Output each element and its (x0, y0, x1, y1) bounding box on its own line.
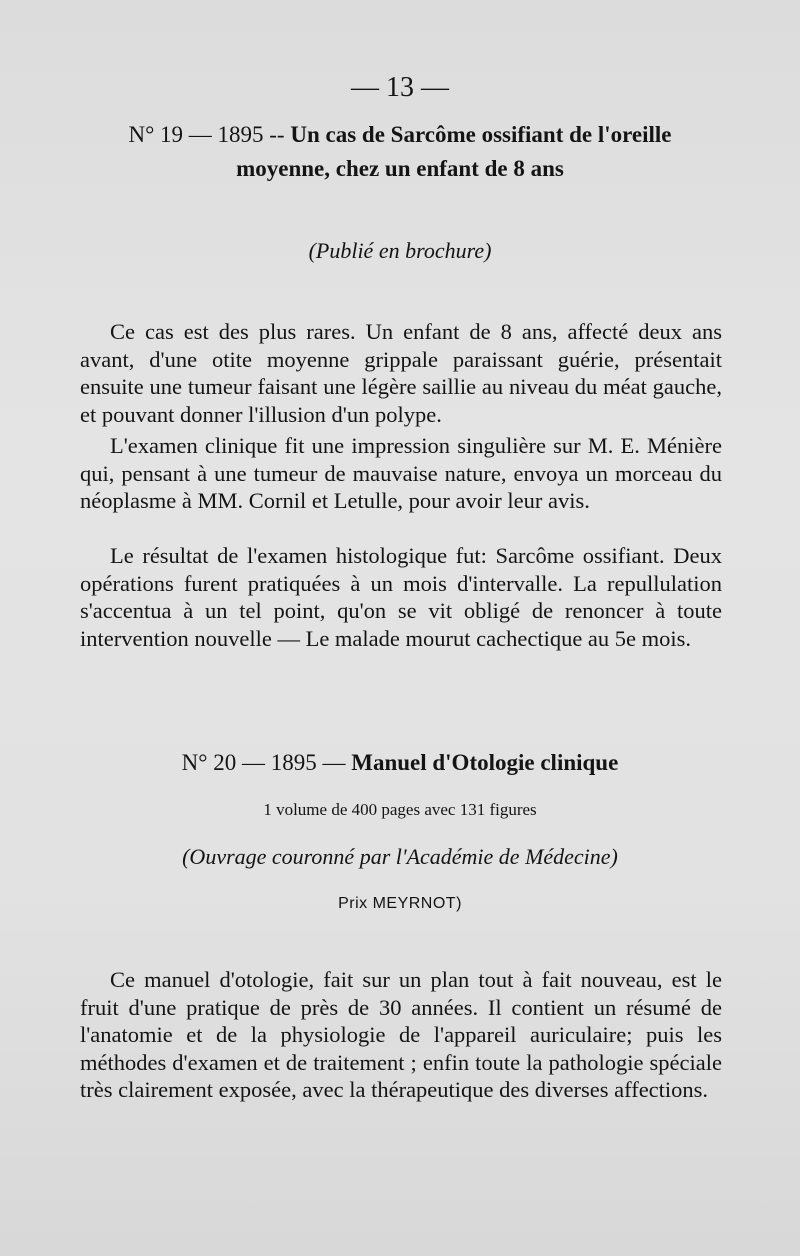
entry-19-title-line2: moyenne, chez un enfant de 8 ans (236, 156, 564, 181)
entry-19-heading-continued (0, 152, 800, 186)
entry-20-prefix: N° 20 — 1895 — (181, 750, 352, 775)
entry-20-volume: 1 volume de 400 pages avec 131 figures (263, 800, 537, 819)
entry-19-paragraph-2: L'examen clinique fit une impression singulière sur M. E. Ménière qui, pensant à une tumeur de mauvaise nature, envoya un morceau du néoplasme à MM. Cornil et Letulle, pour avoir leur avis. (80, 433, 722, 514)
entry-20-prize: Prix MEYRNOT) (338, 895, 462, 912)
entry-19-paragraph-3: Le résultat de l'examen histologique fut: Sarcôme ossifiant. Deux opérations furent pratiquées à un mois d'intervalle. La repullulation s'accentua à un tel point, qu'on se vit obligé de renoncer à toute intervention nouvelle — Le malade mourut cachectique au 5e mois. (80, 543, 722, 651)
entry-20-heading (0, 746, 800, 780)
entry-20-title: Manuel d'Otologie clinique (351, 750, 619, 775)
entry-19-prefix: N° 19 — 1895 -- (128, 122, 291, 147)
entry-19-paragraph-1: Ce cas est des plus rares. Un enfant de 8 ans, affecté deux ans avant, d'une otite moyenne grippale paraissant guérie, présentait ensuite une tumeur faisant une légère saillie au niveau du méat gauche, et pouvant donner l'illusion d'un polype. (80, 319, 722, 427)
entry-19-note: (Publié en brochure) (308, 238, 492, 263)
entry-20-note: (Ouvrage couronné par l'Académie de Médecine) (182, 844, 618, 869)
entry-19-heading (0, 118, 800, 152)
entry-20-paragraph: Ce manuel d'otologie, fait sur un plan tout à fait nouveau, est le fruit d'une pratique de près de 30 années. Il contient un résumé de l'anatomie et de la physiologie de l'appareil auriculaire; puis les méthodes d'examen et de traitement ; enfin toute la pathologie spéciale très clairement exposée, avec la thérapeutique des diverses affections. (80, 967, 722, 1103)
entry-19-title-line1: Un cas de Sarcôme ossifiant de l'oreille (290, 122, 672, 147)
page-number: — 13 — (351, 72, 449, 103)
